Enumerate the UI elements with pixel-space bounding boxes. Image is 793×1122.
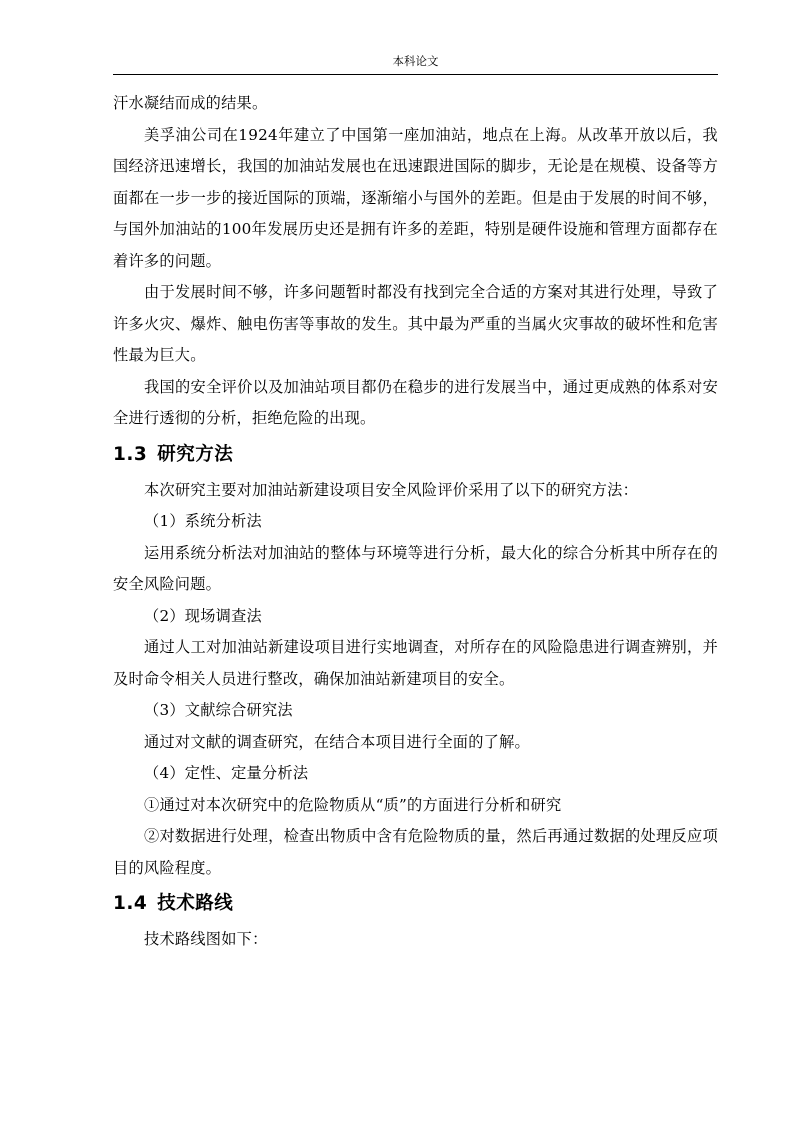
paragraph: 运用系统分析法对加油站的整体与环境等进行分析，最大化的综合分析其中所存在的安全风险问题。 bbox=[113, 543, 718, 593]
paragraph: 美孚油公司在1924年建立了中国第一座加油站，地点在上海。从改革开放以后，我国经济迅速增长，我国的加油站发展也在迅速跟进国际的脚步，无论是在规模、设备等方面都在一步一步的接近国际的顶端，逐渐缩小与国外的差距。但是由于发展的时间不够，与国外加油站的100年发展历史还是拥有许多的差距，特别是硬件设施和管理方面都存在着许多的问题。 bbox=[113, 125, 718, 270]
paragraph: 技术路线图如下： bbox=[144, 930, 268, 948]
section-title: 研究方法 bbox=[157, 443, 234, 465]
section-heading bbox=[113, 443, 718, 467]
paragraph: ②对数据进行处理，检查出物质中含有危险物质的量，然后再通过数据的处理反应项目的风险程度。 bbox=[113, 827, 718, 877]
paragraph: 由于发展时间不够，许多问题暂时都没有找到完全合适的方案对其进行处理，导致了许多火灾、爆炸、触电伤害等事故的发生。其中最为严重的当属火灾事故的破坏性和危害性最为巨大。 bbox=[113, 283, 718, 364]
paragraph: 我国的安全评价以及加油站项目都仍在稳步的进行发展当中，通过更成熟的体系对安全进行透彻的分析，拒绝危险的出现。 bbox=[113, 377, 718, 427]
list-item: （3）文献综合研究法 bbox=[144, 701, 293, 719]
list-item: （1）系统分析法 bbox=[144, 512, 262, 530]
list-item: （2）现场调查法 bbox=[144, 606, 262, 625]
section-heading bbox=[113, 892, 718, 916]
section-number: 1.4 bbox=[113, 893, 148, 914]
section-number: 1.3 bbox=[113, 443, 148, 465]
paragraph: ①通过对本次研究中的危险物质从“质”的方面进行分析和研究 bbox=[144, 795, 562, 814]
list-item: （4）定性、定量分析法 bbox=[144, 764, 309, 782]
header-divider bbox=[113, 74, 718, 75]
paragraph: 汗水凝结而成的结果。 bbox=[113, 94, 268, 112]
paragraph: 通过对文献的调查研究，在结合本项目进行全面的了解。 bbox=[144, 732, 530, 751]
section-title: 技术路线 bbox=[157, 893, 234, 914]
paragraph: 通过人工对加油站新建设项目进行实地调查，对所存在的风险隐患进行调查辨别，并及时命令相关人员进行整改，确保加油站新建项目的安全。 bbox=[113, 638, 718, 688]
page-header: 本科论文 bbox=[392, 54, 439, 68]
paragraph: 本次研究主要对加油站新建设项目安全风险评价采用了以下的研究方法： bbox=[144, 480, 638, 499]
document-body bbox=[113, 88, 718, 956]
